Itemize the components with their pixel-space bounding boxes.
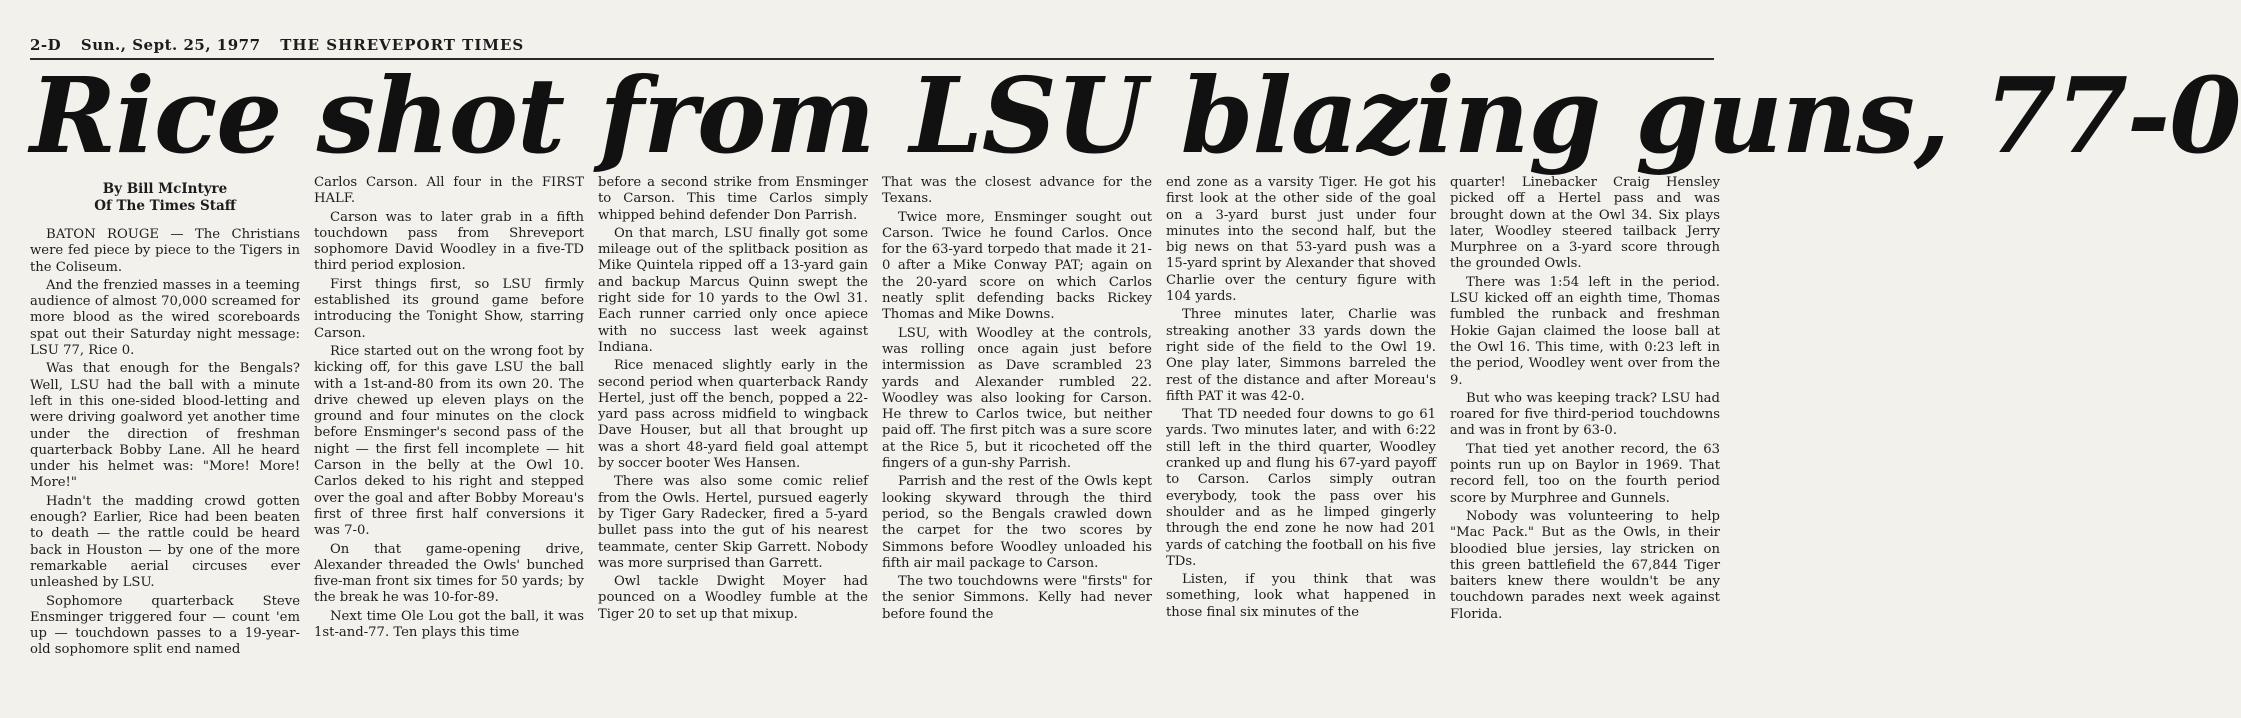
- byline: [30, 181, 300, 215]
- paragraph: Twice more, Ensminger sought out Carson. Twice he found Carlos. Once for the 63-yard torpedo that made it 21-0 after a Mike Conway PAT; again on the 20-yard score on which Carlos neatly split defending backs Rickey Thomas and Mike Downs.: [882, 209, 1152, 323]
- article-column-4: [882, 175, 1152, 715]
- paragraph: Three minutes later, Charlie was streaking another 33 yards down the right side of the field to the Owl 19. One play later, Simmons barreled the rest of the distance and after Moreau's fifth PAT it was 42-0.: [1166, 307, 1436, 404]
- paragraph: Listen, if you think that was something, look what happened in those final six minutes of the: [1166, 572, 1436, 620]
- newspaper-name: THE SHREVEPORT TIMES: [280, 36, 525, 54]
- article-column-1: [30, 175, 300, 715]
- paragraph: before a second strike from Ensminger to Carson. This time Carlos simply whipped behind defender Don Parrish.: [598, 175, 868, 223]
- byline-staff: Of The Times Staff: [94, 198, 236, 214]
- paragraph: That TD needed four downs to go 61 yards. Two minutes later, and with 6:22 still left in the third quarter, Woodley cranked up and flung his 67-yard payoff to Carson. Carlos simply outran everybody, took the pass over his shoulder and as he limped gingerly through the end zone he now had 201 yards of catching the football on his five TDs.: [1166, 407, 1436, 569]
- paragraph: LSU, with Woodley at the controls, was rolling once again just before intermission as Dave scrambled 23 yards and Alexander rumbled 22. Woodley was also looking for Carson. He threw to Carlos twice, but neither paid off. The first pitch was a sure score at the Rice 5, but it ricocheted off the fingers of a gun-shy Parrish.: [882, 325, 1152, 472]
- paragraph: Rice menaced slightly early in the second period when quarterback Randy Hertel, just off the bench, popped a 22-yard pass across midfield to wingback Dave Houser, but all that brought up was a short 48-yard field goal attempt by soccer booter Wes Hansen.: [598, 358, 868, 472]
- article-column-3: [598, 175, 868, 715]
- page-number: 2-D: [30, 36, 62, 54]
- paragraph: Carson was to later grab in a fifth touchdown pass from Shreveport sophomore David Woodley in a five-TD third period explosion.: [314, 209, 584, 274]
- paragraph: Was that enough for the Bengals? Well, LSU had the ball with a minute left in this one-sided blood-letting and were driving goalword yet another time under the direction of freshman quarterback Bobby Lane. All he heard under his helmet was: "More! More! More!": [30, 361, 300, 491]
- paragraph: There was also some comic relief from the Owls. Hertel, pursued eagerly by Tiger Gary Radecker, fired a 5-yard bullet pass into the gut of his nearest teammate, center Skip Garrett. Nobody was more surprised than Garrett.: [598, 474, 868, 571]
- article-column-5: [1166, 175, 1436, 715]
- paragraph: Nobody was volunteering to help "Mac Pack." But as the Owls, in their bloodied blue jersies, lay stricken on this green battlefield the 67,844 Tiger baiters knew there wouldn't be any touchdown parades next week against Florida.: [1450, 508, 1720, 622]
- paragraph: First things first, so LSU firmly established its ground game before introducing the Tonight Show, starring Carson.: [314, 276, 584, 341]
- paragraph: Next time Ole Lou got the ball, it was 1st-and-77. Ten plays this time: [314, 608, 584, 641]
- paragraph: quarter! Linebacker Craig Hensley picked off a Hertel pass and was brought down at the Owl 34. Six plays later, Woodley steered tailback Jerry Murphree on a 3-yard score through the grounded Owls.: [1450, 175, 1720, 272]
- paragraph: BATON ROUGE — The Christians were fed piece by piece to the Tigers in the Coliseum.: [30, 227, 300, 275]
- paragraph: Rice started out on the wrong foot by kicking off, for this gave LSU the ball with a 1st-and-80 from its own 20. The drive chewed up eleven plays on the ground and four minutes on the clock before Ensminger's second pass of the night — the first fell incomplete — hit Carson in the belly at the Owl 10. Carlos deked to his right and stepped over the goal and after Bobby Moreau's first of three first half conversions it was 7-0.: [314, 343, 584, 539]
- paragraph: And the frenzied masses in a teeming audience of almost 70,000 screamed for more blood as the wired scoreboards spat out their Saturday night message: LSU 77, Rice 0.: [30, 277, 300, 359]
- paragraph: end zone as a varsity Tiger. He got his first look at the other side of the goal on a 3-yard burst just under four minutes into the second half, but the big news on that 53-yard push was a 15-yard sprint by Alexander that shoved Charlie over the century figure with 104 yards.: [1166, 175, 1436, 305]
- paragraph: That was the closest advance for the Texans.: [882, 175, 1152, 207]
- headline: Rice shot from LSU blazing guns, 77-0: [30, 54, 2241, 177]
- article-body: [30, 175, 1720, 715]
- paragraph: But who was keeping track? LSU had roared for five third-period touchdowns and was in front by 63-0.: [1450, 390, 1720, 439]
- paragraph: On that march, LSU finally got some mileage out of the splitback position as Mike Quintela ripped off a 13-yard gain and backup Marcus Quinn swept the right side for 10 yards to the Owl 31. Each runner carried only once apiece with no success last week against Indiana.: [598, 225, 868, 355]
- article-column-2: [314, 175, 584, 715]
- paragraph: There was 1:54 left in the period. LSU kicked off an eighth time, Thomas fumbled the runback and freshman Hokie Gajan claimed the loose ball at the Owl 16. This time, with 0:23 left in the period, Woodley went over from the 9.: [1450, 274, 1720, 388]
- paragraph: That tied yet another record, the 63 points run up on Baylor in 1969. That record fell, too on the fourth period score by Murphree and Gunnels.: [1450, 441, 1720, 506]
- folio-line: [30, 36, 538, 54]
- paragraph: Carlos Carson. All four in the FIRST HALF.: [314, 175, 584, 207]
- paragraph: On that game-opening drive, Alexander threaded the Owls' bunched five-man front six times for 50 yards; by the break he was 10-for-89.: [314, 541, 584, 606]
- paragraph: Parrish and the rest of the Owls kept looking skyward through the third period, so the Bengals crawled down the carpet for the two scores by Simmons before Woodley unloaded his fifth air mail package to Carson.: [882, 474, 1152, 571]
- article-column-6: [1450, 175, 1720, 715]
- paragraph: Sophomore quarterback Steve Ensminger triggered four — count 'em up — touchdown passes to a 19-year-old sophomore split end named: [30, 593, 300, 658]
- issue-date: Sun., Sept. 25, 1977: [80, 36, 261, 54]
- paragraph: The two touchdowns were "firsts" for the senior Simmons. Kelly had never before found the: [882, 574, 1152, 622]
- paragraph: Hadn't the madding crowd gotten enough? Earlier, Rice had been beaten to death — the rattle could be heard back in Houston — by one of the more remarkable aerial circuses ever unleashed by LSU.: [30, 493, 300, 591]
- byline-author: By Bill McIntyre: [102, 181, 228, 197]
- paragraph: Owl tackle Dwight Moyer had pounced on a Woodley fumble at the Tiger 20 to set up that mixup.: [598, 574, 868, 622]
